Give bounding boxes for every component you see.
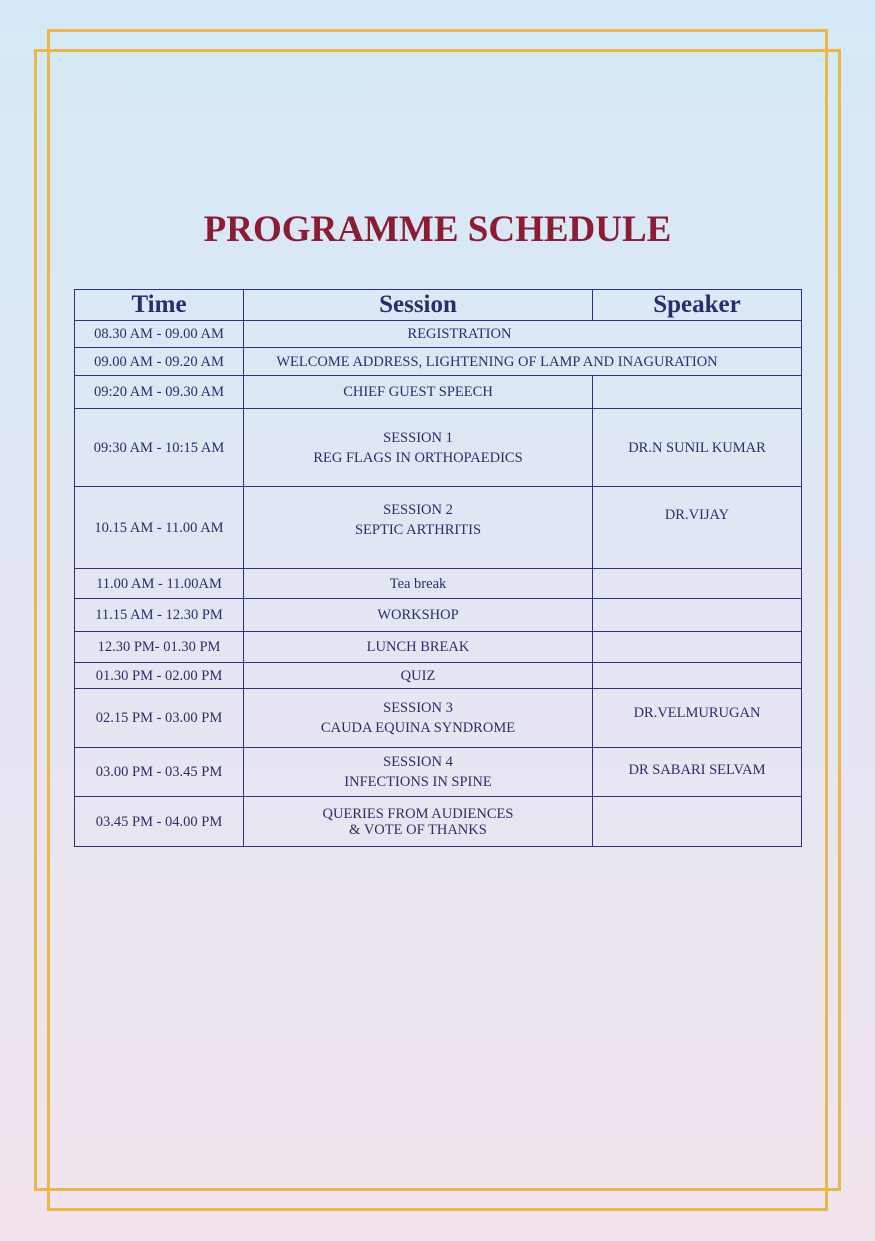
session-line: QUERIES FROM AUDIENCES	[322, 805, 514, 822]
row-session	[244, 689, 593, 748]
session-line: Tea break	[389, 575, 447, 592]
session-line: CHIEF GUEST SPEECH	[343, 384, 493, 400]
session-line: LUNCH BREAK	[366, 639, 470, 655]
table-row	[75, 663, 802, 689]
session-line: SESSION 3	[383, 700, 453, 716]
row-session	[244, 348, 802, 376]
row-session	[244, 599, 593, 632]
session-line: & VOTE OF THANKS	[349, 821, 487, 838]
session-line: SESSION 2	[383, 501, 453, 518]
row-session	[244, 376, 593, 409]
schedule-table	[74, 289, 802, 847]
session-line: INFECTIONS IN SPINE	[344, 774, 492, 790]
table-row	[75, 569, 802, 599]
session-line: SESSION 1	[383, 429, 453, 446]
header-time: Time	[75, 290, 244, 321]
row-time: 08.30 AM - 09.00 AM	[75, 321, 244, 348]
row-time: 11.00 AM - 11.00AM	[75, 569, 244, 599]
table-row	[75, 797, 802, 847]
row-session	[244, 797, 593, 847]
row-speaker	[593, 663, 802, 689]
row-time: 03.45 PM - 04.00 PM	[75, 797, 244, 847]
session-line: SEPTIC ARTHRITIS	[354, 521, 482, 538]
row-session	[244, 409, 593, 487]
table-row	[75, 487, 802, 569]
table-row	[75, 321, 802, 348]
table-row	[75, 348, 802, 376]
row-speaker: DR.VIJAY	[593, 487, 802, 569]
row-speaker	[593, 599, 802, 632]
row-speaker	[593, 632, 802, 663]
row-speaker	[593, 376, 802, 409]
page-title: PROGRAMME SCHEDULE	[203, 209, 672, 250]
row-time: 03.00 PM - 03.45 PM	[75, 748, 244, 797]
table-row	[75, 376, 802, 409]
row-time: 11.15 AM - 12.30 PM	[75, 599, 244, 632]
session-line: WORKSHOP	[377, 607, 459, 623]
session-line: CAUDA EQUINA SYNDROME	[320, 720, 516, 736]
row-time: 09:30 AM - 10:15 AM	[75, 409, 244, 487]
row-session	[244, 487, 593, 569]
session-line: QUIZ	[400, 667, 436, 684]
row-speaker	[593, 797, 802, 847]
row-speaker: DR.N SUNIL KUMAR	[593, 409, 802, 487]
row-time: 12.30 PM- 01.30 PM	[75, 632, 244, 663]
row-time: 01.30 PM - 02.00 PM	[75, 663, 244, 689]
row-session	[244, 632, 593, 663]
header-speaker: Speaker	[593, 290, 802, 321]
row-time: 02.15 PM - 03.00 PM	[75, 689, 244, 748]
row-speaker: DR SABARI SELVAM	[593, 748, 802, 797]
table-row	[75, 748, 802, 797]
session-line: REGISTRATION	[407, 326, 512, 342]
header-session: Session	[244, 290, 593, 321]
row-time: 09:20 AM - 09.30 AM	[75, 376, 244, 409]
table-header-row	[75, 290, 802, 321]
row-time: 10.15 AM - 11.00 AM	[75, 487, 244, 569]
row-session	[244, 663, 593, 689]
row-speaker: DR.VELMURUGAN	[593, 689, 802, 748]
row-speaker	[593, 569, 802, 599]
row-session	[244, 321, 802, 348]
row-session	[244, 748, 593, 797]
table-row	[75, 599, 802, 632]
row-time: 09.00 AM - 09.20 AM	[75, 348, 244, 376]
session-line: REG FLAGS IN ORTHOPAEDICS	[313, 449, 523, 466]
table-row	[75, 689, 802, 748]
table-row	[75, 409, 802, 487]
session-line: SESSION 4	[383, 754, 453, 770]
session-line: WELCOME ADDRESS, LIGHTENING OF LAMP AND INAGURATION	[276, 353, 718, 370]
table-row	[75, 632, 802, 663]
row-session	[244, 569, 593, 599]
